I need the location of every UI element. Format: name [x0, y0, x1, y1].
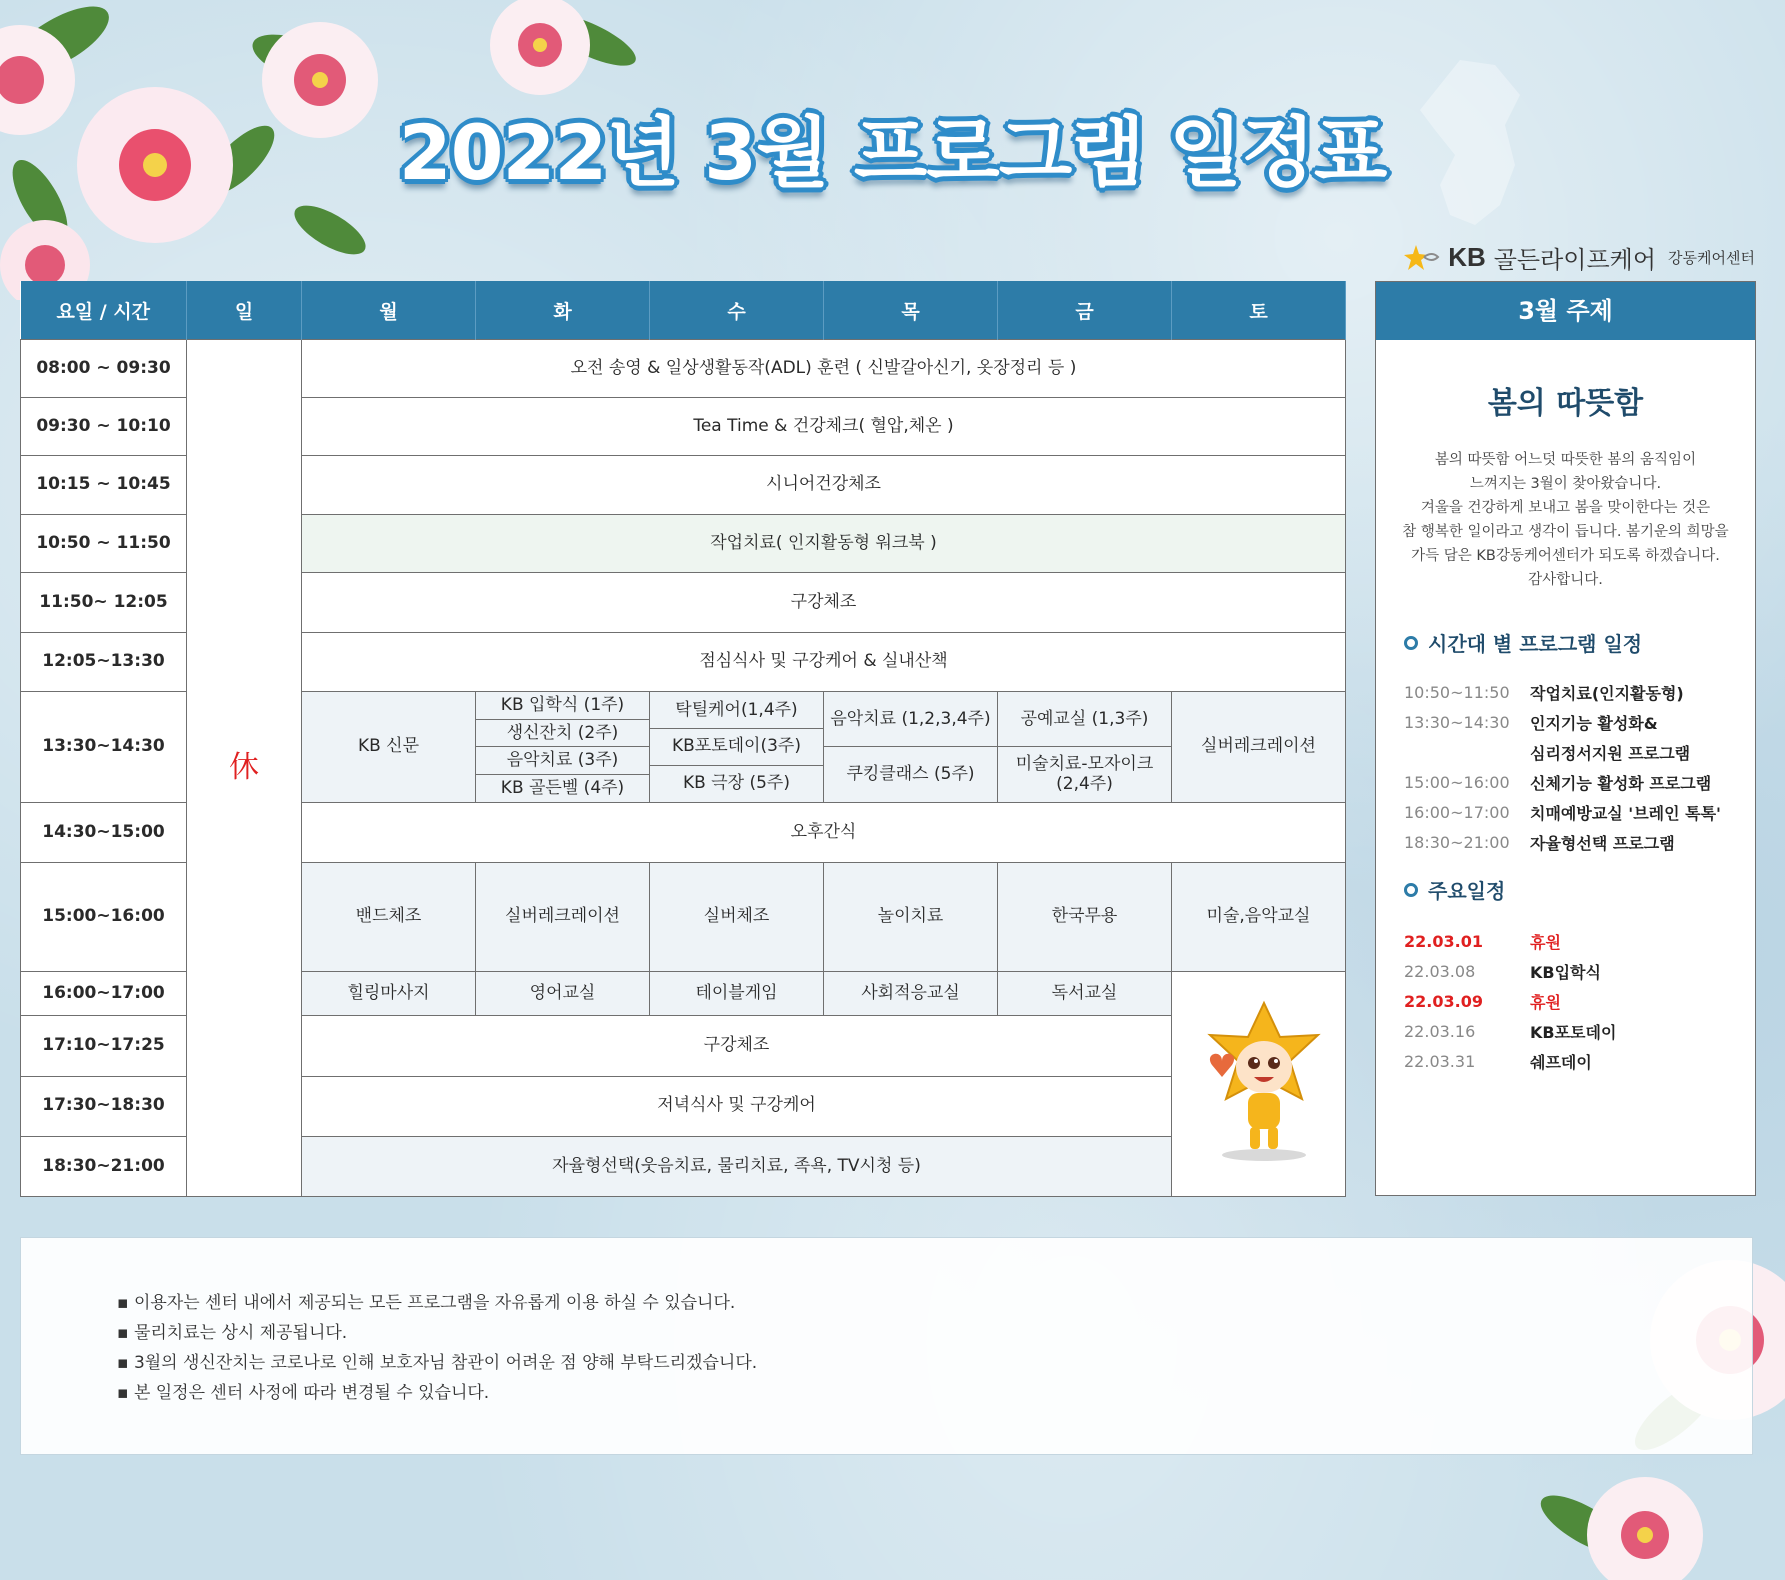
program-cell-fri: 한국무용	[998, 862, 1172, 971]
program-cell-mon: 밴드체조	[302, 862, 476, 971]
program-cell: 저녁식사 및 구강케어	[302, 1076, 1172, 1136]
list-item-name: 작업치료(인지활동형)	[1530, 683, 1684, 703]
program-item: KB 골든벨 (4주)	[500, 777, 625, 798]
page-title: 2022년 3월 프로그램 일정표	[398, 108, 1387, 197]
schedule-table	[20, 281, 1346, 1197]
program-cell: 작업치료( 인지활동형 워크북 )	[302, 514, 1346, 572]
list-item-name: 자율형선택 프로그램	[1530, 833, 1675, 853]
list-item	[1404, 926, 1755, 956]
header-mon: 월	[302, 281, 476, 340]
program-item: KB포토데이(3주)	[650, 729, 823, 766]
event-name: KB입학식	[1530, 962, 1601, 982]
program-cell-mon: 힐링마사지	[302, 972, 476, 1016]
program-cell-thu: 사회적응교실	[824, 972, 998, 1016]
list-item	[1404, 986, 1755, 1016]
program-item: 탁틸케어(1,4주)	[650, 692, 823, 729]
list-item	[1404, 737, 1755, 767]
event-name: 쉐프데이	[1530, 1052, 1592, 1072]
section-heading-events	[1404, 875, 1755, 904]
program-cell-wed: 실버체조	[650, 862, 824, 971]
time-cell: 18:30~21:00	[21, 1136, 187, 1196]
time-cell: 12:05~13:30	[21, 633, 187, 692]
list-item	[1404, 956, 1755, 986]
note-item: ▪ 3월의 생신잔치는 코로나로 인해 보호자님 참관이 어려운 점 양해 부탁드리겠습니다.	[117, 1348, 1752, 1378]
sunday-rest-cell: 休	[187, 340, 302, 1197]
circle-bullet-icon	[1404, 636, 1418, 650]
kb-star-icon	[1402, 243, 1440, 273]
program-item: 음악치료 (1,2,3,4주)	[824, 692, 997, 747]
header-time: 요일 / 시간	[21, 281, 187, 340]
list-item-name: 치매예방교실 '브레인 톡톡'	[1530, 803, 1721, 823]
time-cell: 15:00~16:00	[21, 862, 187, 971]
note-item: ▪ 물리치료는 상시 제공됩니다.	[117, 1318, 1752, 1348]
program-cell-wed	[650, 692, 824, 802]
event-date: 22.03.31	[1404, 1051, 1476, 1071]
list-item-name: 인지기능 활성화&	[1530, 713, 1658, 733]
program-item: 쿠킹클래스 (5주)	[846, 763, 975, 784]
event-date: 22.03.08	[1404, 961, 1476, 981]
section-heading-text: 시간대 별 프로그램 일정	[1428, 632, 1643, 656]
program-cell: 오후간식	[302, 802, 1346, 862]
program-item	[998, 747, 1171, 801]
list-item	[1404, 677, 1755, 707]
event-date: 22.03.01	[1404, 931, 1483, 951]
list-item	[1404, 707, 1755, 737]
program-item: 생신잔치 (2주)	[476, 720, 649, 748]
event-name: 휴원	[1530, 992, 1561, 1012]
program-cell: Tea Time & 건강체크( 혈압,체온 )	[302, 398, 1346, 456]
program-cell: 구강체조	[302, 572, 1346, 632]
program-cell-tue: 영어교실	[476, 972, 650, 1016]
time-cell: 17:10~17:25	[21, 1016, 187, 1076]
list-item	[1404, 1016, 1755, 1046]
program-cell-wed: 테이블게임	[650, 972, 824, 1016]
program-item: 음악치료 (3주)	[476, 747, 649, 775]
program-item-line: (2,4주)	[1056, 774, 1113, 795]
program-time-list	[1404, 677, 1755, 857]
circle-bullet-icon	[1404, 883, 1418, 897]
program-cell: 구강체조	[302, 1016, 1172, 1076]
section-heading-text: 주요일정	[1428, 879, 1506, 903]
program-cell-fri: 독서교실	[998, 972, 1172, 1016]
logo-brand-text: 골든라이프케어	[1493, 246, 1657, 274]
event-date: 22.03.09	[1404, 991, 1483, 1011]
kb-star-mascot-illustration	[1194, 995, 1334, 1165]
theme-description	[1376, 448, 1755, 592]
theme-title: 봄의 따뜻함	[1487, 386, 1644, 421]
list-item-name: 심리정서지원 프로그램	[1530, 743, 1691, 763]
table-row	[21, 340, 1346, 398]
program-item-line: 미술치료-모자이크	[1015, 754, 1154, 775]
time-cell: 09:30 ~ 10:10	[21, 398, 187, 456]
list-item	[1404, 797, 1755, 827]
list-item-time: 13:30~14:30	[1404, 712, 1510, 732]
program-cell: 오전 송영 & 일상생활동작(ADL) 훈련 ( 신발갈아신기, 옷장정리 등 )	[302, 340, 1346, 398]
header-sat: 토	[1172, 281, 1346, 340]
header-sun: 일	[187, 281, 302, 340]
list-item-time: 10:50~11:50	[1404, 682, 1510, 702]
time-cell: 14:30~15:00	[21, 802, 187, 862]
description-line: 가득 담은 KB강동케어센터가 되도록 하겠습니다.	[1411, 548, 1720, 564]
event-date: 22.03.16	[1404, 1021, 1476, 1041]
logo-center-text: 강동케어센터	[1668, 249, 1755, 267]
description-line: 참 행복한 일이라고 생각이 듭니다. 봄기운의 희망을	[1402, 524, 1729, 540]
time-cell: 10:50 ~ 11:50	[21, 514, 187, 572]
description-line: 느껴지는 3월이 찾아왔습니다.	[1469, 476, 1662, 492]
program-cell-fri	[998, 692, 1172, 802]
program-cell-tue	[476, 692, 650, 802]
time-cell: 16:00~17:00	[21, 972, 187, 1016]
header-thu: 목	[824, 281, 998, 340]
table-header-row	[21, 281, 1346, 340]
header-fri: 금	[998, 281, 1172, 340]
program-cell: 자율형선택(웃음치료, 물리치료, 족욕, TV시청 등)	[302, 1136, 1172, 1196]
list-item	[1404, 1046, 1755, 1076]
program-cell-tue: 실버레크레이션	[476, 862, 650, 971]
time-cell: 11:50~ 12:05	[21, 572, 187, 632]
time-cell: 10:15 ~ 10:45	[21, 456, 187, 514]
panel-header: 3월 주제	[1376, 282, 1755, 340]
list-item-time: 18:30~21:00	[1404, 832, 1510, 852]
list-item-time: 16:00~17:00	[1404, 802, 1510, 822]
key-events-list	[1404, 926, 1755, 1076]
description-line: 봄의 따뜻함 어느덧 따뜻한 봄의 움직임이	[1434, 452, 1697, 468]
logo-kb-text: KB	[1448, 242, 1486, 272]
program-cell-thu	[824, 692, 998, 802]
header-wed: 수	[650, 281, 824, 340]
list-item	[1404, 827, 1755, 857]
list-item-time: 15:00~16:00	[1404, 772, 1510, 792]
program-cell-sat: 미술,음악교실	[1172, 862, 1346, 971]
list-item-name: 신체기능 활성화 프로그램	[1530, 773, 1712, 793]
program-cell: 점심식사 및 구강케어 & 실내산책	[302, 633, 1346, 692]
note-item: ▪ 이용자는 센터 내에서 제공되는 모든 프로그램을 자유롭게 이용 하실 수 있습니다.	[117, 1288, 1752, 1318]
list-item	[1404, 767, 1755, 797]
event-name: 휴원	[1530, 932, 1561, 952]
program-item: 공예교실 (1,3주)	[998, 692, 1171, 747]
notes-box	[20, 1237, 1753, 1455]
kb-logo	[1402, 240, 1755, 275]
program-item: KB 입학식 (1주)	[476, 692, 649, 720]
monthly-theme-panel	[1375, 281, 1756, 1196]
note-item: ▪ 본 일정은 센터 사정에 따라 변경될 수 있습니다.	[117, 1378, 1752, 1408]
event-name: KB포토데이	[1530, 1022, 1617, 1042]
time-cell: 17:30~18:30	[21, 1076, 187, 1136]
description-line: 감사합니다.	[1528, 572, 1603, 588]
program-cell: 시니어건강체조	[302, 456, 1346, 514]
time-cell: 08:00 ~ 09:30	[21, 340, 187, 398]
section-heading-programs	[1404, 628, 1755, 657]
program-cell-mon: KB 신문	[302, 692, 476, 802]
notes-list	[117, 1288, 1752, 1408]
time-cell: 13:30~14:30	[21, 692, 187, 802]
program-item: KB 극장 (5주)	[683, 772, 790, 793]
program-cell-thu: 놀이치료	[824, 862, 998, 971]
description-line: 겨울을 건강하게 보내고 봄을 맞이한다는 것은	[1420, 500, 1711, 516]
program-cell-sat: 실버레크레이션	[1172, 692, 1346, 802]
header-tue: 화	[476, 281, 650, 340]
